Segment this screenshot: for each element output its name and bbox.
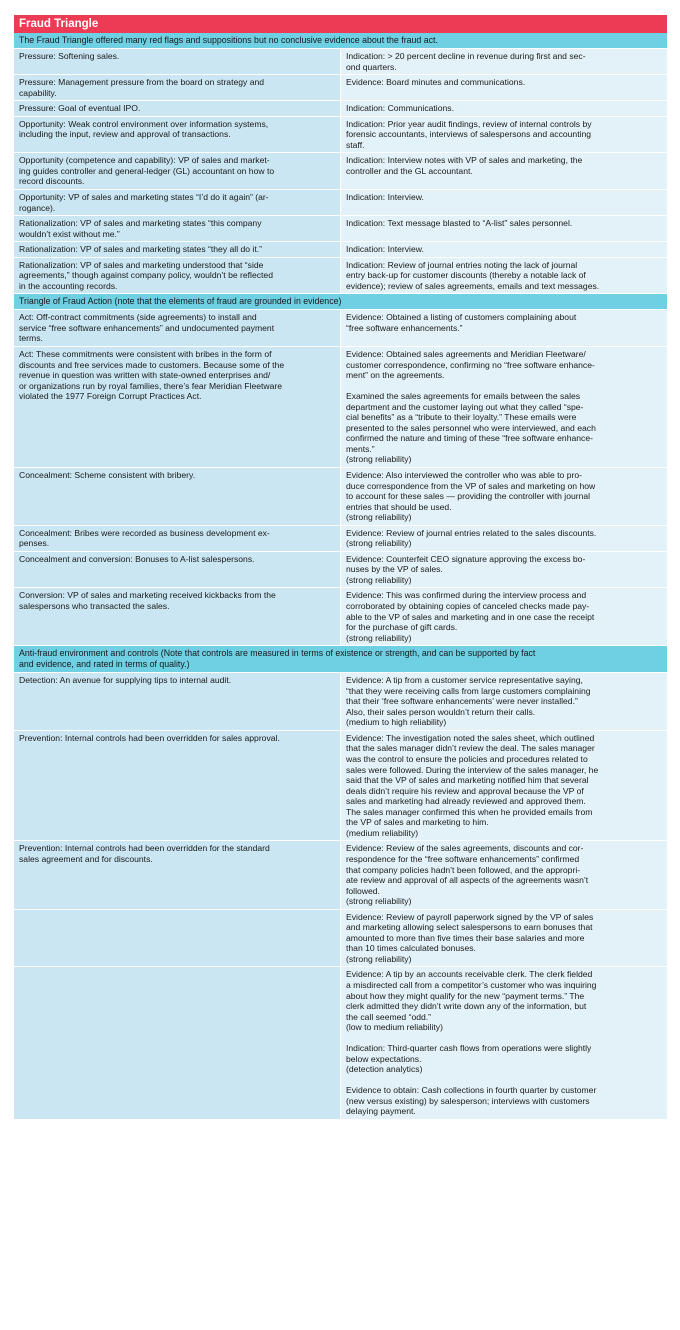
evidence-line: Indication: Interview. [346,244,424,255]
evidence-line: said that the VP of sales and marketing notified him that several [346,775,589,786]
element-cell [14,730,341,840]
evidence-line: Indication: > 20 percent decline in revenue during first and sec- [346,51,586,61]
element-line: Prevention: Internal controls had been overridden for sales approval. [19,732,280,743]
evidence-line: that their ‘free software enhancements’ were never installed.” [346,696,578,707]
table-row [14,101,667,117]
section-header-line: Anti-fraud environment and controls (Note that controls are measured in terms of existence or strength, and can be supported by fact [19,648,536,659]
evidence-cell [341,841,668,909]
element-line: agreements,” though against company policy, wouldn’t be reflected [19,270,273,281]
evidence-line: clerk admitted they didn’t write down any of the information, but [346,1001,587,1012]
evidence-cell [341,75,668,101]
element-cell [14,909,341,967]
evidence-line: “that they were receiving calls from large customers complaining [346,685,591,696]
fraud-triangle-table [14,33,667,1120]
table-body [14,33,667,1119]
table-row [14,49,667,75]
paragraph-gap [346,1075,662,1086]
element-line: Conversion: VP of sales and marketing received kickbacks from the [19,590,276,601]
element-line: Rationalization: VP of sales and marketing states “they all do it.” [19,244,262,255]
element-line: Opportunity: VP of sales and marketing states “I’d do it again” (ar- [19,192,269,203]
evidence-line: presented to the sales personnel who were interviewed, and each [346,422,596,433]
evidence-line: Evidence: Counterfeit CEO signature approving the excess bo- [346,553,586,564]
evidence-line: ments.” [346,443,375,454]
element-cell [14,75,341,101]
element-line: ing guides controller and general-ledger (GL) accountant on how to [19,165,275,176]
evidence-cell [341,116,668,153]
table-row [14,588,667,646]
table-row [14,525,667,551]
element-cell [14,101,341,117]
element-line: terms. [19,333,43,344]
element-line: in the accounting records. [19,280,118,291]
evidence-cell [341,730,668,840]
element-line: violated the 1977 Foreign Corrupt Practices Act. [19,391,202,402]
element-line: Rationalization: VP of sales and marketing states “this company [19,218,262,229]
evidence-line: deals didn’t require his review and approval because the VP of [346,785,584,796]
element-cell [14,841,341,909]
element-line: Rationalization: VP of sales and marketing understood that “side [19,259,264,270]
element-line: Prevention: Internal controls had been overridden for the standard [19,843,270,854]
table-row [14,310,667,347]
evidence-line: (strong reliability) [346,454,412,465]
evidence-line: Examined the sales agreements for emails between the sales [346,391,581,402]
section-header: Triangle of Fraud Action (note that the elements of fraud are grounded in evidence) [14,294,667,310]
evidence-line: that the sales manager didn’t review the deal. The sales manager [346,743,595,754]
evidence-line: Indication: Prior year audit findings, review of internal controls by [346,118,592,129]
element-cell [14,310,341,347]
section-header-row [14,294,667,310]
element-cell [14,116,341,153]
evidence-line: for the purchase of gift cards. [346,622,458,633]
evidence-line: Indication: Text message blasted to “A-list” sales personnel. [346,218,573,229]
evidence-line: “free software enhancements.” [346,322,463,333]
evidence-line: Evidence: Board minutes and communications. [346,77,526,88]
element-cell [14,967,341,1120]
evidence-line: able to the VP of sales and marketing and in one case the receipt [346,611,595,622]
evidence-line: a misdirected call from a competitor’s customer who was inquiring [346,979,597,990]
section-header-row [14,33,667,49]
table-row [14,967,667,1120]
evidence-line: Evidence: Review of payroll paperwork signed by the VP of sales [346,911,594,922]
element-line: including the input, review and approval of transactions. [19,129,231,140]
evidence-line: and marketing allowing select salespersons to earn bonuses that [346,922,593,933]
evidence-line: was the control to ensure the policies and procedures related to [346,754,588,765]
evidence-line: delaying payment. [346,1106,416,1117]
table-row [14,257,667,294]
element-line: revenue in question was written with state-owned enterprises and/ [19,370,271,381]
section-header: The Fraud Triangle offered many red flags and suppositions but no conclusive evidence about the fraud act. [14,33,667,49]
evidence-line: Evidence to obtain: Cash collections in fourth quarter by customer [346,1085,597,1096]
element-line: rogance). [19,202,56,213]
evidence-line: ate review and approval of all aspects of the agreements wasn’t [346,875,589,886]
evidence-line: confirmed the nature and timing of these “free software enhance- [346,433,593,444]
evidence-line: (strong reliability) [346,512,412,523]
element-line: Detection: An avenue for supplying tips to internal audit. [19,675,232,686]
table-title: Fraud Triangle [14,15,667,33]
evidence-line: Evidence: This was confirmed during the interview process and [346,590,587,601]
element-line: Opportunity (competence and capability): VP of sales and market- [19,155,270,166]
evidence-cell [341,525,668,551]
evidence-line: sales and marketing had already reviewed and approved them. [346,796,586,807]
evidence-line: below expectations. [346,1053,422,1064]
evidence-line: respondence for the “free software enhancements” confirmed [346,853,580,864]
evidence-line: duce correspondence from the VP of sales and marketing on how [346,480,596,491]
element-line: Pressure: Management pressure from the board on strategy and [19,77,265,88]
evidence-line: (strong reliability) [346,896,412,907]
element-line: Opportunity: Weak control environment over information systems, [19,118,269,129]
evidence-line: Evidence: A tip from a customer service representative saying, [346,675,583,686]
element-line: Concealment and conversion: Bonuses to A-list salespersons. [19,553,255,564]
element-line: service “free software enhancements” and undocumented payment [19,322,275,333]
element-cell [14,216,341,242]
evidence-line: (new versus existing) by salesperson; interviews with customers [346,1095,590,1106]
evidence-line: customer correspondence, confirming no “free software enhance- [346,359,595,370]
table-row [14,242,667,258]
table-row [14,909,667,967]
table-row [14,551,667,588]
evidence-line: staff. [346,139,365,150]
section-header-line: and evidence, and rated in terms of quality.) [19,659,190,670]
section-header-row [14,646,667,673]
element-line: capability. [19,87,57,98]
evidence-line: ond quarters. [346,61,397,72]
table-row [14,841,667,909]
element-line: Concealment: Scheme consistent with bribery. [19,470,196,480]
evidence-line: Evidence: Review of journal entries related to the sales discounts. [346,527,597,538]
evidence-cell [341,468,668,526]
element-cell [14,551,341,588]
element-cell [14,347,341,468]
evidence-line: Evidence: Also interviewed the controller who was able to pro- [346,470,582,480]
element-cell [14,525,341,551]
element-cell [14,242,341,258]
evidence-line: cial benefits” as a “tribute to their loyalty.” These emails were [346,412,577,423]
evidence-cell [341,216,668,242]
table-row [14,216,667,242]
element-line: or organizations run by royal families, there’s fear Meridian Fleetware [19,380,283,391]
element-line: Act: These commitments were consistent with bribes in the form of [19,349,272,360]
evidence-line: Evidence: Obtained a listing of customers complaining about [346,312,577,323]
evidence-line: Evidence: A tip by an accounts receivable clerk. The clerk fielded [346,969,593,980]
evidence-line: Indication: Interview. [346,192,424,203]
element-line: penses. [19,538,50,549]
element-line: sales agreement and for discounts. [19,853,153,864]
evidence-cell [341,257,668,294]
evidence-line: Evidence: The investigation noted the sales sheet, which outlined [346,732,595,743]
evidence-line: followed. [346,885,380,896]
element-line: Pressure: Goal of eventual IPO. [19,103,141,114]
evidence-line: department and the customer laying out what they called “spe- [346,401,584,412]
evidence-cell [341,347,668,468]
evidence-line: Indication: Review of journal entries noting the lack of journal [346,259,578,270]
section-header [14,646,667,673]
element-cell [14,49,341,75]
table-row [14,153,667,190]
evidence-cell [341,49,668,75]
table-row [14,75,667,101]
evidence-line: to account for these sales — providing the controller with journal [346,491,591,502]
evidence-line: forensic accountants, interviews of salespersons and accounting [346,129,592,140]
paragraph-gap [346,1033,662,1044]
evidence-line: the VP of sales and marketing to him. [346,817,489,828]
evidence-line: entry back-up for customer discounts (thereby a notable lack of [346,270,586,281]
element-cell [14,190,341,216]
evidence-cell [341,101,668,117]
element-cell [14,673,341,731]
element-cell [14,468,341,526]
evidence-line: (detection analytics) [346,1064,423,1075]
evidence-line: that company policies hadn’t been followed, and the appropri- [346,864,581,875]
element-line: Concealment: Bribes were recorded as business development ex- [19,527,270,538]
evidence-cell [341,153,668,190]
element-line: discounts and free services made to customers. Because some of the [19,359,285,370]
evidence-line: Also, their sales person wouldn’t return their calls. [346,706,536,717]
element-line: record discounts. [19,176,85,187]
evidence-line: (strong reliability) [346,574,412,585]
element-line: wouldn’t exist without me.” [19,228,120,239]
evidence-line: than 10 times calculated bonuses. [346,943,476,954]
evidence-cell [341,190,668,216]
evidence-line: amounted to more than five times their base salaries and more [346,932,585,943]
evidence-line: (low to medium reliability) [346,1022,443,1033]
table-row [14,347,667,468]
paragraph-gap [346,381,662,392]
evidence-line: Indication: Interview notes with VP of sales and marketing, the [346,155,583,166]
evidence-line: (strong reliability) [346,538,412,549]
element-line: Pressure: Softening sales. [19,51,120,61]
evidence-line: (strong reliability) [346,632,412,643]
evidence-cell [341,242,668,258]
evidence-line: sales were followed. During the interview of the sales manager, he [346,764,599,775]
evidence-line: (medium reliability) [346,827,419,838]
evidence-line: corroborated by obtaining copies of canceled checks made pay- [346,601,590,612]
evidence-cell [341,551,668,588]
evidence-cell [341,909,668,967]
evidence-line: (strong reliability) [346,953,412,964]
evidence-line: controller and the GL accountant. [346,165,473,176]
evidence-line: ment” on the agreements. [346,370,445,381]
table-row [14,673,667,731]
evidence-line: nuses by the VP of sales. [346,564,443,575]
evidence-line: Indication: Third-quarter cash flows from operations were slightly [346,1043,592,1054]
table-row [14,468,667,526]
evidence-cell [341,588,668,646]
evidence-line: about how they might qualify for the new “payment terms.” The [346,990,585,1001]
element-cell [14,153,341,190]
table-row [14,190,667,216]
evidence-line: (medium to high reliability) [346,717,447,728]
evidence-line: Indication: Communications. [346,103,454,114]
evidence-line: The sales manager confirmed this when he provided emails from [346,806,593,817]
element-cell [14,257,341,294]
element-line: Act: Off-contract commitments (side agreements) to install and [19,312,257,323]
element-line: salespersons who transacted the sales. [19,601,170,612]
evidence-line: Evidence: Obtained sales agreements and Meridian Fleetware/ [346,349,586,360]
element-cell [14,588,341,646]
evidence-line: evidence); review of sales agreements, emails and text messages. [346,280,600,291]
fraud-triangle-table-container [14,15,667,1120]
evidence-cell [341,967,668,1120]
evidence-cell [341,310,668,347]
evidence-line: Evidence: Review of the sales agreements, discounts and cor- [346,843,584,854]
evidence-cell [341,673,668,731]
table-row [14,116,667,153]
evidence-line: entries that should be used. [346,501,452,512]
table-row [14,730,667,840]
evidence-line: the call seemed “odd.” [346,1011,432,1022]
